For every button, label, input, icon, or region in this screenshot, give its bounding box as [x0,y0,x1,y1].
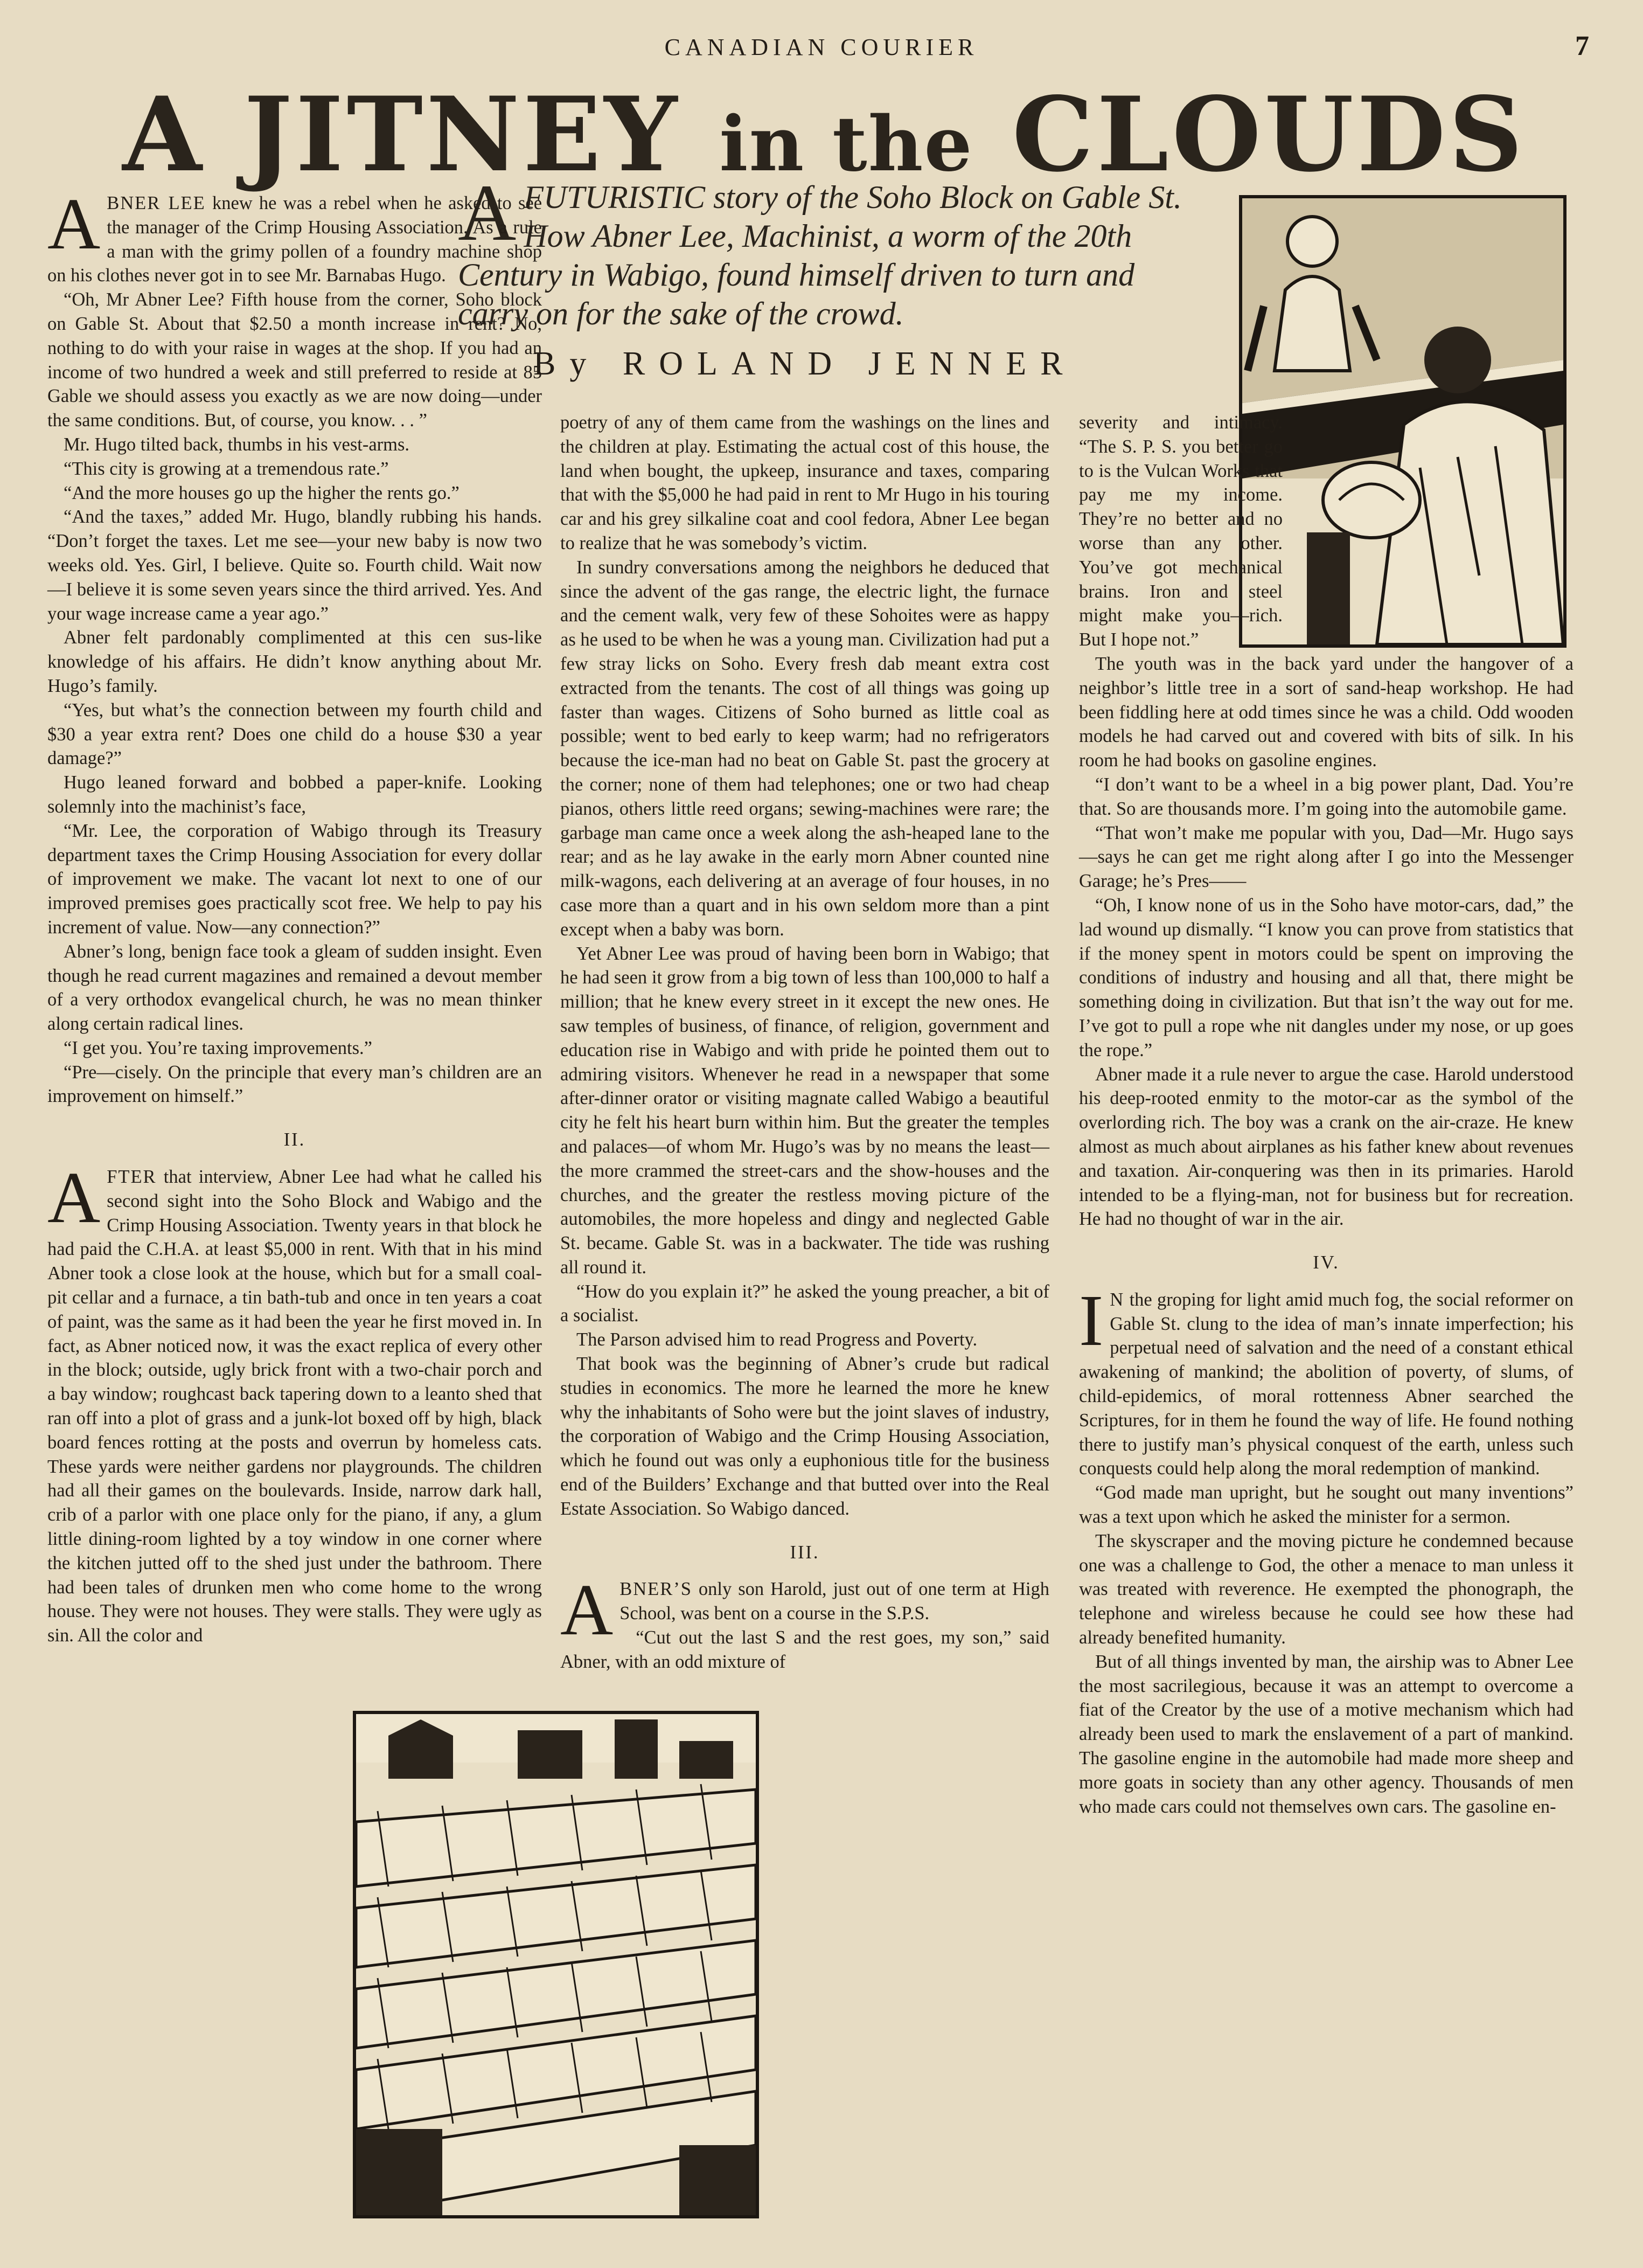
deck-text: FUTURISTIC story of the Soho Block on Gable St. How Abner Lee, Machinist, a worm of the 20th Century in Wabigo, found himself driven to turn and carry on for the sake of the crowd. [458,179,1182,331]
col1-paragraph-9: Hugo leaned forward and bobbed a paper-knife. Looking solemnly into the machinist’s face, [47,772,542,817]
col3-section4-paragraph-1: I N the groping for light amid much fog, the social reformer on Gable St. clung to the idea of man’s innate imperfection; his perpetual need of salvation and the need of a constant ethical awakening of mankind; the abolition of poverty, of slums, of child-epidemics, of moral rottenness Abner searched the Scriptures, for in them he found the way of life. He found nothing there to justify man’s physical conquest of the earth, unless such conquests could help along the moral redemption of mankind. [1079,1280,1574,1479]
col1-paragraph-11: Abner’s long, benign face took a gleam of sudden insight. Even though he read current magazines and remained a devout member of a very orthodox evangelical church, he was no mean thinker along certain radical lines. [47,941,542,1035]
article-deck [458,168,1212,333]
col3-section4-paragraph-3: The skyscraper and the moving picture he condemned because one was a challenge to God, the other a menace to man unless it was treated with reverence. He exempted the phonograph, the telephone and wireless because he could see how these had already benefited humanity. [1079,1530,1574,1648]
section-heading-3: III. [790,1542,820,1563]
col2-section3-paragraph-2: “Cut out the last S and the rest goes, my son,” said Abner, with an odd mixture of [560,1627,1049,1672]
running-header: CANADIAN COURIER [664,34,979,60]
headline-part-2: in the [719,100,973,189]
col1-paragraph-6: “And the taxes,” added Mr. Hugo, blandly rubbing his hands. “Don’t forget the taxes. Let me see—your new baby is now two weeks old. Yes. Girl, I believe. Quite so. Fourth child. Wait now—I believe it is some seven years since the third arrived. Yes. And your wage increase came a year ago.” [47,507,542,624]
drop-cap: A [47,184,101,265]
column-2-spacer [1049,411,1055,1709]
col1-paragraph-10: “Mr. Lee, the corporation of Wabigo through its Treasury department taxes the Crimp Housing Association for every dollar of improvement we make. The vacant lot next to one of our improved premises goes practically scot free. We help to pay his increment of value. Now—any connection?” [47,820,542,938]
col2-paragraph-2: In sundry conversations among the neighbors he deduced that since the advent of the gas range, the electric light, the furnace and the cement walk, very few of these Sohoites were as happy as he used to be when he was a young man. Civilization had put a few stray licks on Soho. Every fresh dab meant extra cost extracted from the tenants. The cost of all things was going up faster than wages. Citizens of Soho burned as little coal as possible; went to bed early to keep warm; had no refrigerators because the ice-man had no beat on Gable St. past the grocery at the corner; none of them had telephones; one or two had cheap pianos, others little reed organs; sewing-machines were rare; the garbage man came once a week along the ash-heaped lane to the rear; and as he lay awake in the early morn Abner counted nine milk-wagons, each delivering at an average of four houses, in no case more than a quart and in his own seldom more than a pint except when a baby was born. [560,557,1049,940]
col2-section3-paragraph-1: ABNER’S only son Harold, just out of one term at High School, was bent on a course in the S.P.S. [560,1570,1049,1651]
column-1 [47,184,542,1648]
column-2 [560,411,1055,1709]
col1-paragraph-13: “Pre—cisely. On the principle that every man’s children are an improvement on himself.” [47,1062,542,1107]
soho-block-illustration [353,1711,759,2218]
section-heading-2: II. [283,1129,306,1150]
col1-paragraph-8: “Yes, but what’s the connection between my fourth child and $30 a year extra rent? Does one child do a house $30 a year damage?” [47,699,542,769]
page-number: 7 [1575,31,1589,61]
col2-paragraph-4: “How do you explain it?” he asked the young preacher, a bit of a socialist. [560,1281,1049,1326]
col1-section2-paragraph: AFTER that interview, Abner Lee had what he called his second sight into the Soho Block and Wabigo and the Crimp Housing Association. Twenty years in that block he had paid the C.H.A. at least $5,000 in rent. With that in his mind Abner took a close look at the house, which but for a small coal-pit cellar and a furnace, a tin bath-tub and once in ten years a coat of paint, was the same as it had been the year he first moved in. In fact, as Abner noticed now, it was the exact replica of every other in the block; outside, ugly brick front with a two-chair porch and a bay window; roughcast back tapering down to a leanto shed that ran off into a plot of grass and a junk-lot boxed off by high, black board fences rotting at the posts and overrun by homeless cats. These yards were neither gardens nor playgrounds. The children had all their games on the boulevards. Inside, narrow dark hall, crib of a parlor with one place only for the piano, if any, a glum little dining-room lighted by a toy window in one corner where the kitchen jutted off to the shed just under the bathroom. There had been tales of drunken men who come home to the wrong house. They were not houses. They were stalls. They were ugly as sin. All the color and [47,1157,542,1646]
col3-paragraph-1: severity and intimacy. “The S. P. S. you better go to is the Vulcan Works that pay me my income. They’re no better and no worse than any other. You’ve got mechanical brains. Iron and steel might make you—rich. But I hope not.” [1079,412,1283,650]
col2-paragraph-1: poetry of any of them came from the washings on the lines and the children at play. Estimating the actual cost of this house, the land when bought, the upkeep, insurance and taxes, comparing that with the $5,000 he had paid in rent to Mr Hugo in his touring car and his grey silkaline coat and cool fedora, Abner Lee began to realize that he was somebody’s victim. [560,412,1049,553]
col3-paragraph-6: Abner made it a rule never to argue the case. Harold understood his deep-rooted enmity to the motor-car as the symbol of the overlording rich. The boy was a crank on the air-craze. He knew almost as much about airplanes as his father knew about revenues and taxation. Air-conquering was then in its primaries. Harold intended to be a flying-man, not for business but for recreation. He had no thought of war in the air. [1079,1064,1574,1230]
column-3-image-gap [1283,411,1574,648]
col1-paragraph-3: Mr. Hugo tilted back, thumbs in his vest-arms. [64,434,410,455]
col2-paragraph-3: Yet Abner Lee was proud of having been born in Wabigo; that he had seen it grow from a big town of less than 100,000 to half a million; that he knew every street in it except the new ones. He saw temples of business, of finance, of religion, government and education rise in Wabigo and with pride he pointed them out to admiring visitors. Whenever he read in a newspaper that some after-dinner orator or visiting magnate called Wabigo a beautiful city he felt his heart burn within him. But the greater the temples and palaces—of whom Mr. Hugo’s was by no means the least—the more crammed the street-cars and the show-houses and the churches, and the greater the restless moving picture of the automobiles, the more hopeless and dingy and neglected Gable St. became. Gable St. was in a backwater. The tide was rushing all round it. [560,943,1049,1278]
column-3 [1079,411,1574,1819]
headline-part-3: CLOUDS [1012,74,1526,195]
drop-cap: A [560,1570,614,1651]
col1-paragraph-4: “This city is growing at a tremendous rate.” [64,458,389,479]
col1-paragraph-2: “Oh, Mr Abner Lee? Fifth house from the corner, Soho block on Gable St. About that $2.50 a month increase in rent? No, nothing to do with your raise in wages at the shop. If you had an income of two hundred a week and still preferred to reside at 85 Gable we should assess you exactly as we are now doing—under the same conditions. But, of course, you know. . . ” [47,289,542,431]
col1-paragraph-7: Abner felt pardonably complimented at this cen sus-like knowledge of his affairs. He didn’t know anything about Mr. Hugo’s family. [47,627,542,696]
col3-paragraph-5: “Oh, I know none of us in the Soho have motor-cars, dad,” the lad wound up dismally. “I know you can prove from statistics that if the money spent in motors could be spent on improving the conditions of industry and housing and all that, there might be something doing in civilization. But that isn’t the way out for me. I’ve got to pull a rope whe nit dangles under my nose, or up goes the rope.” [1079,894,1574,1060]
drop-cap: A [47,1157,101,1239]
drop-cap: I [1079,1280,1104,1361]
col3-paragraph-4: “That won’t make me popular with you, Dad—Mr. Hugo says—says he can get me right along after I go into the Messenger Garage; he’s Pres—— [1079,822,1574,892]
col3-paragraph-3: “I don’t want to be a wheel in a big power plant, Dad. You’re that. So are thousands more. I’m going into the automobile game. [1079,774,1574,819]
col2-paragraph-5: The Parson advised him to read Progress and Poverty. [576,1329,978,1350]
col1-paragraph-1: ABNER LEE knew he was a rebel when he asked to see the manager of the Crimp Housing Association. As a rule a man with the grimy pollen of a foundry machine shop on his clothes never got in to see Mr. Barnabas Hugo. [47,184,542,286]
col3-paragraph-2: The youth was in the back yard under the hangover of a neighbor’s little tree in a sort of sand-heap workshop. He had been fiddling here at odd times since he was a child. Odd wooden models he had carved out and covered with bits of silk. In his room he had books on gasoline engines. [1079,653,1574,771]
col3-section4-paragraph-2: “God made man upright, but he sought out many inventions” was a text upon which he asked the minister for a sermon. [1079,1482,1574,1528]
deck-drop-cap: A [458,168,517,258]
col2-paragraph-6: That book was the beginning of Abner’s crude but radical studies in economics. The more he learned the more he knew why the inhabitants of Soho were but the joint slaves of industry, the corporation of Wabigo and the Crimp Housing Association, which he found out was only a euphonious title for the business end of the Builders’ Exchange and that butted over into the Real Estate Association. So Wabigo danced. [560,1354,1049,1519]
byline: By ROLAND JENNER [533,345,1077,382]
col3-section4-paragraph-4: But of all things invented by man, the airship was to Abner Lee the most sacrilegious, because it was an attempt to overcome a fiat of the Creator by the use of a motive mechanism which had already been used to mark the enslavement of a part of mankind. The gasoline engine in the automobile had made more sheep and more goats in society than any other agency. Thousands of men who made cars could not themselves own cars. The gasoline en- [1079,1651,1574,1817]
col1-paragraph-12: “I get you. You’re taxing improvements.” [64,1037,372,1058]
headline-part-1: A JITNEY [122,74,681,195]
section-heading-4: IV. [1313,1252,1340,1273]
rooftops-drawing [356,1714,756,2215]
col1-paragraph-5: “And the more houses go up the higher the rents go.” [64,482,460,503]
